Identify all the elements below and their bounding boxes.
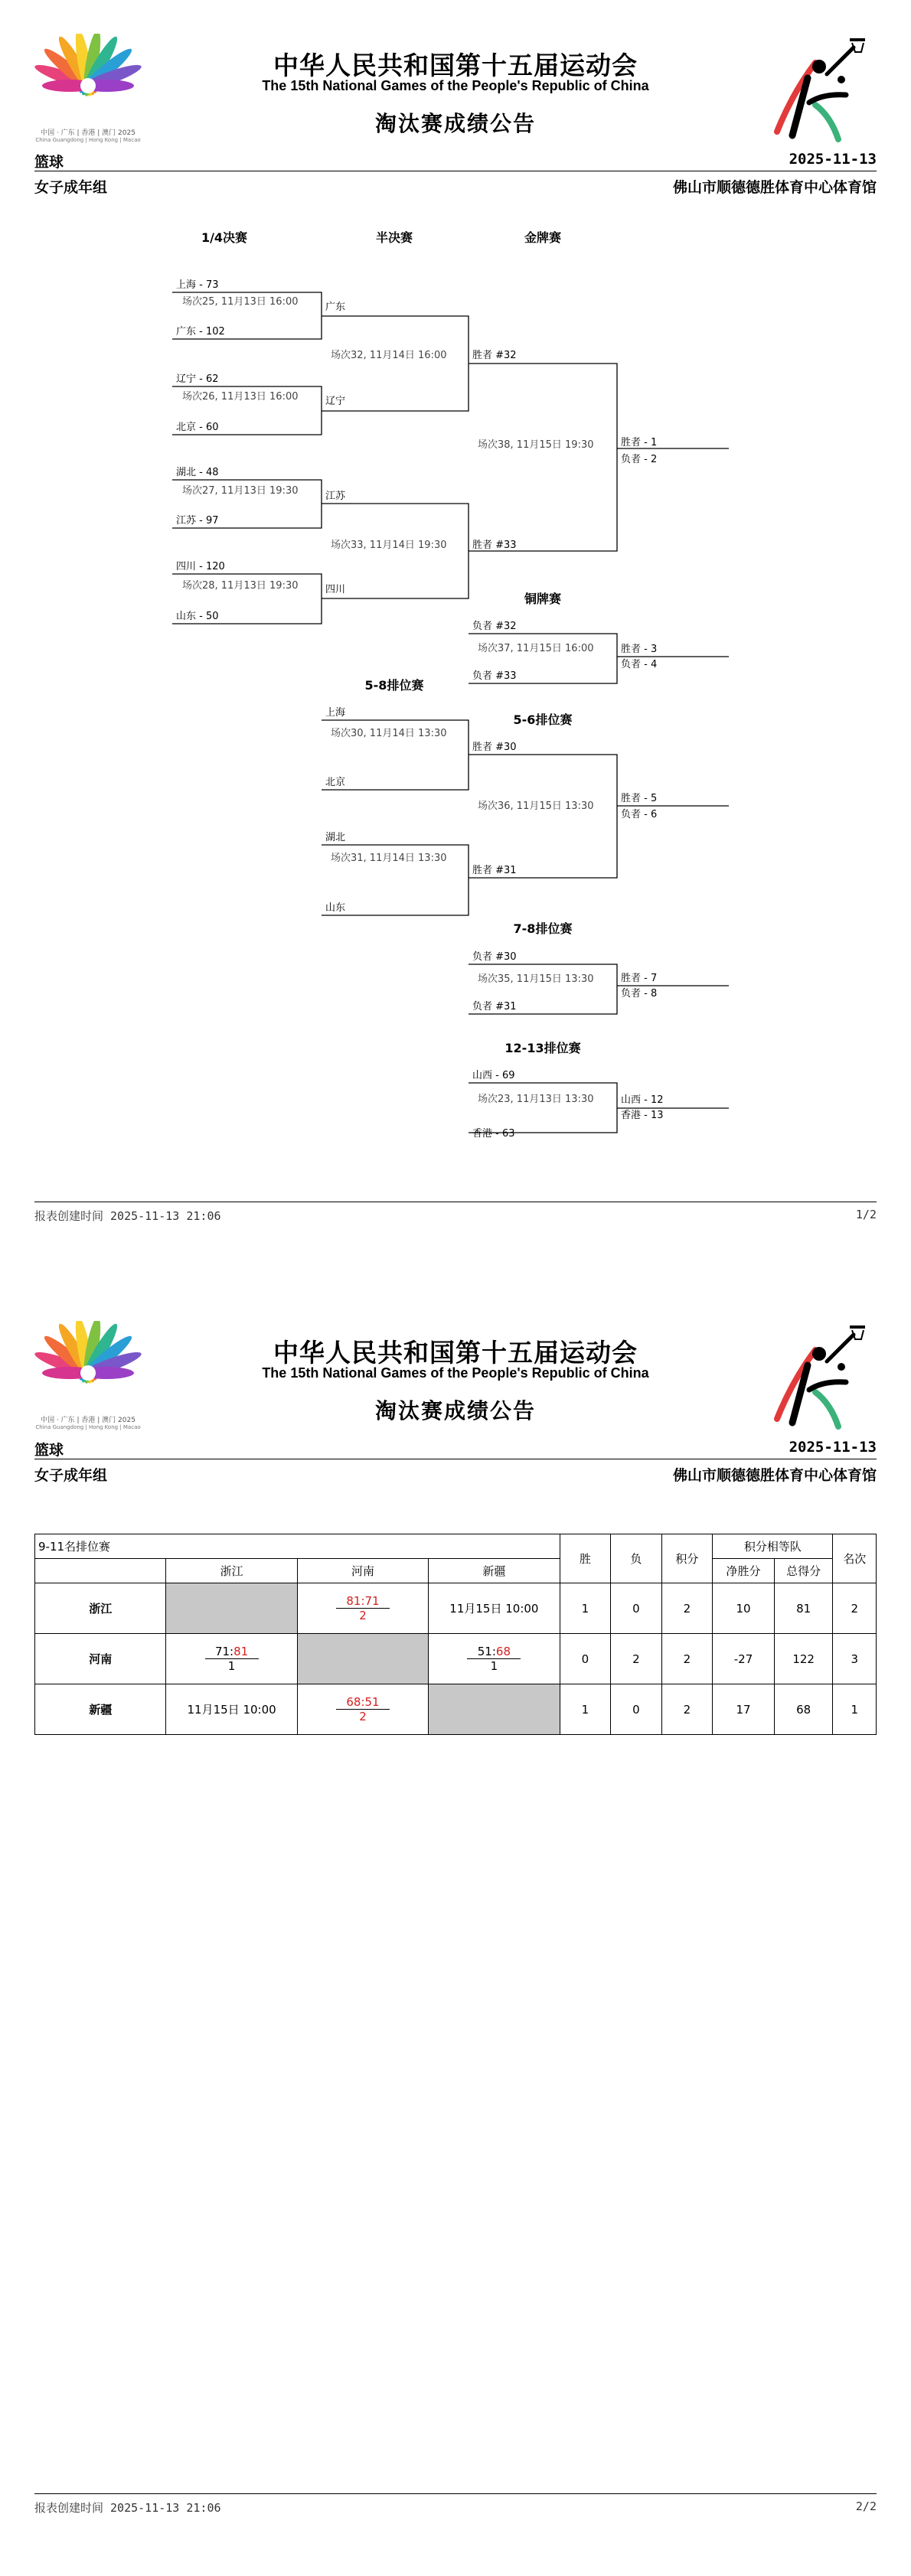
r1213-connector [469,1083,617,1133]
row-team: 河南 [35,1634,166,1684]
qf1-winner: 广东 [325,302,346,313]
sport-label-p2: 篮球 [34,1442,64,1459]
sf1-winner: 胜者 #32 [472,350,517,361]
self-cell [297,1634,428,1684]
qf3-winner: 江苏 [325,491,346,502]
r58-1-info: 场次30, 11月14日 13:30 [331,728,447,739]
r78-loser: 负者 - 8 [621,988,658,999]
score-cell [429,1634,560,1684]
round-label-qf: 1/4决赛 [201,230,248,245]
qf4-top: 四川 - 120 [176,561,225,572]
announcement-title-p2: 淘汰赛成绩公告 [374,1398,536,1423]
score-points: 2 [359,1609,367,1622]
score-cell [297,1583,428,1634]
row-loss: 0 [611,1684,662,1735]
venue-label: 佛山市顺德德胜体育中心体育馆 [672,179,877,196]
logo-caption-en: China Guangdong | Hong Kong | Macao [35,1424,141,1430]
qf1-top: 上海 - 73 [176,279,219,291]
qf4-winner: 四川 [325,584,346,595]
r78-winner: 胜者 - 7 [621,973,658,984]
bronze-top: 负者 #32 [472,621,517,632]
row-rank: 1 [833,1684,877,1735]
row-net: -27 [713,1634,775,1684]
corner-cell [35,1559,166,1583]
bronze-loser: 负者 - 4 [621,659,658,670]
final-winner: 胜者 - 1 [621,437,658,448]
score-b: 81 [233,1645,249,1658]
bracket-lines [172,292,729,1133]
qf1-bottom: 广东 - 102 [176,326,225,337]
r78-bottom: 负者 #31 [472,1001,517,1012]
score-a: 68 [346,1695,361,1709]
sport-label: 篮球 [34,154,64,171]
r1213-winner: 山西 - 12 [621,1094,664,1106]
final-connector [469,364,617,551]
r1213-top: 山西 - 69 [472,1070,515,1081]
table-row [35,1684,877,1735]
logo-caption-en: China Guangdong | Hong Kong | Macao [35,137,141,143]
qf3-bottom: 江苏 - 97 [176,515,219,527]
r58-1-top: 上海 [325,707,346,719]
score-points: 2 [359,1710,367,1723]
score-b: :51 [361,1695,380,1709]
col-tie-group: 积分相等队 [713,1534,833,1559]
title-en: The 15th National Games of the People's Republic of China [262,78,649,93]
qf2-bottom: 北京 - 60 [176,422,219,433]
bronze-bottom: 负者 #33 [472,670,517,682]
r56-info: 场次36, 11月15日 13:30 [478,801,594,812]
col-team-0: 浙江 [166,1559,297,1583]
final-loser: 负者 - 2 [621,454,658,465]
r58-1-winner: 胜者 #30 [472,742,517,753]
self-cell [166,1583,297,1634]
r58-2-info: 场次31, 11月14日 13:30 [331,853,447,864]
score-points: 1 [490,1659,498,1673]
r78-info: 场次35, 11月15日 13:30 [478,973,594,985]
r56-loser: 负者 - 6 [621,809,658,820]
title-en-p2: The 15th National Games of the People's Republic of China [262,1365,649,1381]
r58-2-top: 湖北 [325,832,346,843]
row-total: 122 [774,1634,833,1684]
table-title: 9-11名排位赛 [35,1534,560,1559]
col-team-2: 新疆 [429,1559,560,1583]
page-number-1: 1/2 [855,1208,877,1221]
row-rank: 2 [833,1583,877,1634]
qf4-info: 场次28, 11月13日 19:30 [182,580,299,592]
r56-connector [469,755,617,878]
row-win: 1 [560,1583,611,1634]
r56-winner: 胜者 - 5 [621,793,658,804]
sf1-info: 场次32, 11月14日 16:00 [331,350,447,361]
logo-caption: 中国 · 广东 | 香港 | 澳门 2025 [41,1417,136,1424]
table-row [35,1583,877,1634]
qf2-info: 场次26, 11月13日 16:00 [182,391,299,403]
row-total: 68 [774,1684,833,1735]
knockout-bracket [0,0,911,1224]
bronze-info: 场次37, 11月15日 16:00 [478,643,594,654]
round-label-final: 金牌赛 [524,230,562,245]
row-points: 2 [661,1583,713,1634]
qf3-info: 场次27, 11月13日 19:30 [182,485,299,497]
col-net: 净胜分 [713,1559,775,1583]
sf2-info: 场次33, 11月14日 19:30 [331,540,447,551]
col-loss: 负 [611,1534,662,1583]
schedule-cell: 11月15日 10:00 [429,1583,560,1634]
report-created-time-2: 报表创建时间 2025-11-13 21:06 [34,2501,221,2515]
round-label-bronze: 铜牌赛 [524,592,562,606]
row-win: 1 [560,1684,611,1735]
score-points: 1 [227,1659,236,1673]
row-rank: 3 [833,1634,877,1684]
report-date-p2: 2025-11-13 [789,1439,877,1456]
group-label: 女子成年组 [34,179,108,196]
row-team: 浙江 [35,1583,166,1634]
qf3-top: 湖北 - 48 [176,467,219,478]
round-label-r58: 5-8排位赛 [364,678,424,693]
announcement-title: 淘汰赛成绩公告 [374,111,536,136]
row-team: 新疆 [35,1684,166,1735]
venue-label-p2: 佛山市顺德德胜体育中心体育馆 [672,1467,877,1484]
round-label-r1213: 12-13排位赛 [504,1041,581,1055]
score-b: :71 [361,1594,380,1608]
score-b: 68 [495,1645,511,1658]
round-label-r56: 5-6排位赛 [513,712,573,727]
col-rank: 名次 [833,1534,877,1583]
table-row [35,1634,877,1684]
round-robin-table [34,1534,877,1735]
col-points: 积分 [661,1534,713,1583]
title-cn: 中华人民共和国第十五届运动会 [273,51,638,80]
row-points: 2 [661,1684,713,1735]
score-a: 51: [477,1645,496,1658]
row-net: 17 [713,1684,775,1735]
qf1-info: 场次25, 11月13日 16:00 [182,296,299,308]
footer-divider-2 [34,2493,877,2494]
r58-2-winner: 胜者 #31 [472,865,517,876]
col-team-1: 河南 [297,1559,428,1583]
schedule-cell: 11月15日 10:00 [166,1684,297,1735]
sf2-winner: 胜者 #33 [472,540,517,551]
row-loss: 2 [611,1634,662,1684]
col-win: 胜 [560,1534,611,1583]
round-label-r78: 7-8排位赛 [513,921,573,936]
round-label-sf: 半决赛 [375,230,413,245]
r58-1-bottom: 北京 [325,777,346,788]
title-cn-p2: 中华人民共和国第十五届运动会 [273,1338,638,1368]
qf2-top: 辽宁 - 62 [176,373,219,385]
final-info: 场次38, 11月15日 19:30 [478,439,594,451]
row-net: 10 [713,1583,775,1634]
row-total: 81 [774,1583,833,1634]
report-created-time-1: 报表创建时间 2025-11-13 21:06 [34,1209,221,1223]
qf2-winner: 辽宁 [325,396,346,407]
self-cell [429,1684,560,1735]
bronze-winner: 胜者 - 3 [621,644,658,655]
col-total: 总得分 [774,1559,833,1583]
r58-2-bottom: 山东 [325,902,346,914]
page-number-2: 2/2 [855,2499,877,2513]
r1213-loser: 香港 - 13 [621,1110,664,1121]
qf4-bottom: 山东 - 50 [176,611,219,622]
score-a: 71: [214,1645,234,1658]
row-win: 0 [560,1634,611,1684]
r1213-info: 场次23, 11月13日 13:30 [478,1094,594,1105]
row-loss: 0 [611,1583,662,1634]
logo-caption: 中国 · 广东 | 香港 | 澳门 2025 [41,129,136,137]
r1213-bottom: 香港 - 63 [472,1128,515,1140]
group-label-p2: 女子成年组 [34,1467,108,1484]
report-date: 2025-11-13 [789,151,877,168]
score-cell [166,1634,297,1684]
score-cell [297,1684,428,1735]
score-a: 81 [346,1594,361,1608]
r78-top: 负者 #30 [472,951,517,963]
row-points: 2 [661,1634,713,1684]
